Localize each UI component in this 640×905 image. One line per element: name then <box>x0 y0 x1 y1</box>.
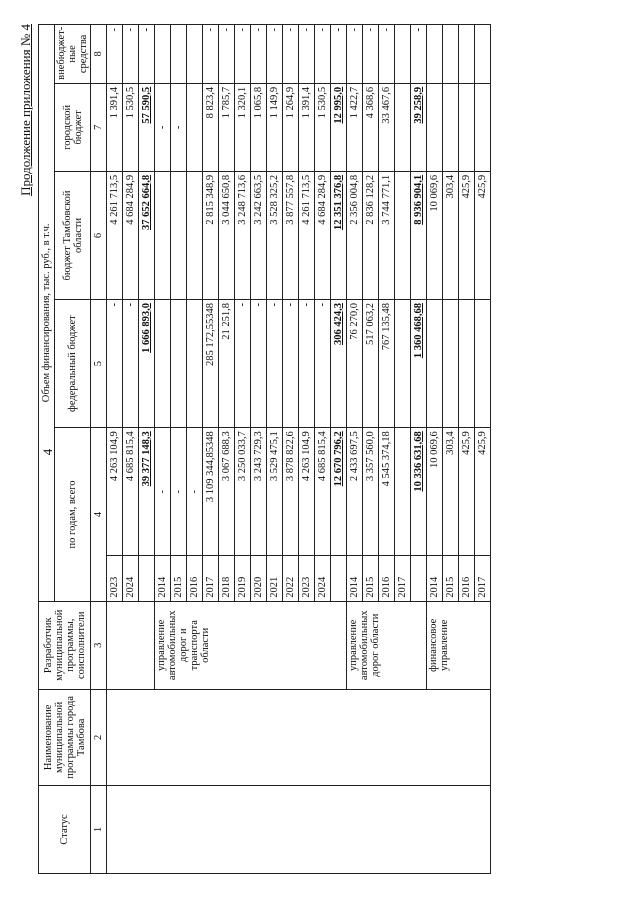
city-cell: 1 530,5 <box>315 83 331 171</box>
regional-cell <box>395 171 411 299</box>
extra-cell: - <box>283 25 299 84</box>
total-cell: 425,9 <box>459 428 475 556</box>
total-cell: 4 685 815,4 <box>123 428 139 556</box>
year-cell: 2020 <box>251 556 267 601</box>
total-cell: 2 433 697,5 <box>347 428 363 556</box>
status-cell <box>107 785 491 873</box>
extra-cell: - <box>315 25 331 84</box>
federal-cell: - <box>315 300 331 428</box>
city-cell <box>187 83 203 171</box>
total-cell: 39 377 148,3 <box>139 428 155 556</box>
city-cell <box>427 83 443 171</box>
extra-cell: - <box>123 25 139 84</box>
city-cell: 1 065,8 <box>251 83 267 171</box>
header-federal: федеральный бюджет <box>55 300 91 428</box>
regional-cell: 2 815 348,9 <box>203 171 219 299</box>
city-cell: 1 264,9 <box>283 83 299 171</box>
extra-cell: - <box>299 25 315 84</box>
colnum: 2 <box>91 689 107 785</box>
year-cell: 2024 <box>315 556 331 601</box>
regional-cell: 12 351 376,8 <box>331 171 347 299</box>
total-cell <box>395 428 411 556</box>
developer-cell: управление автомобильных дорог и транспорта области <box>155 601 347 689</box>
colnum: 1 <box>91 785 107 873</box>
total-cell: 10 069,6 <box>427 428 443 556</box>
regional-cell: 8 936 904,1 <box>411 171 427 299</box>
program-name-cell <box>107 689 491 785</box>
regional-cell <box>187 171 203 299</box>
regional-cell: 2 836 128,2 <box>363 171 379 299</box>
city-cell: 1 530,5 <box>123 83 139 171</box>
total-cell: 12 670 796,2 <box>331 428 347 556</box>
extra-cell: - <box>219 25 235 84</box>
colnum: 7 <box>91 83 107 171</box>
continuation-title: Продолжение приложения № 4 <box>18 24 33 196</box>
regional-cell: 2 356 004,8 <box>347 171 363 299</box>
year-cell: 2015 <box>443 556 459 601</box>
federal-cell <box>443 300 459 428</box>
federal-cell: - <box>267 300 283 428</box>
federal-cell <box>155 300 171 428</box>
extra-cell <box>187 25 203 84</box>
header-extra: внебюджет-ные средства <box>55 25 91 84</box>
year-cell: 2023 <box>299 556 315 601</box>
city-cell: 1 391,4 <box>299 83 315 171</box>
city-cell: - <box>171 83 187 171</box>
federal-cell: 1 666 893,0 <box>139 300 155 428</box>
developer-cell: финансовое управление <box>427 601 491 689</box>
developer-cell: управление автомобильных дорог области <box>347 601 427 689</box>
extra-cell <box>155 25 171 84</box>
total-cell: - <box>171 428 187 556</box>
colnum: 8 <box>91 25 107 84</box>
table-row <box>107 25 123 874</box>
year-cell: 2014 <box>155 556 171 601</box>
header-program-name: Наименование муниципальной программы города Тамбова <box>39 689 91 785</box>
year-cell: 2023 <box>107 556 123 601</box>
regional-cell: 425,9 <box>475 171 491 299</box>
regional-cell: 4 684 284,9 <box>123 171 139 299</box>
federal-cell <box>395 300 411 428</box>
extra-cell: - <box>139 25 155 84</box>
federal-cell <box>187 300 203 428</box>
year-cell <box>411 556 427 601</box>
regional-cell: 3 044 650,8 <box>219 171 235 299</box>
regional-cell <box>171 171 187 299</box>
regional-cell: 4 261 713,5 <box>299 171 315 299</box>
colnum: 3 <box>91 601 107 689</box>
year-cell: 2016 <box>459 556 475 601</box>
colnum: 4 <box>91 428 107 602</box>
year-cell: 2016 <box>187 556 203 601</box>
header-city: городской бюджет <box>55 83 91 171</box>
city-cell: 1 320,1 <box>235 83 251 171</box>
year-cell: 2014 <box>427 556 443 601</box>
city-cell <box>395 83 411 171</box>
header-regional: бюджет Тамбовской области <box>55 171 91 299</box>
regional-cell: 4 684 284,9 <box>315 171 331 299</box>
total-cell: 3 250 033,7 <box>235 428 251 556</box>
year-cell: 2021 <box>267 556 283 601</box>
total-cell: 4 685 815,4 <box>315 428 331 556</box>
extra-cell: - <box>235 25 251 84</box>
federal-cell: 306 424,3 <box>331 300 347 428</box>
extra-cell: - <box>379 25 395 84</box>
total-cell: 3 067 688,3 <box>219 428 235 556</box>
total-cell: 3 243 729,3 <box>251 428 267 556</box>
extra-cell: - <box>267 25 283 84</box>
city-cell: 12 995,0 <box>331 83 347 171</box>
extra-cell: - <box>331 25 347 84</box>
city-cell: - <box>155 83 171 171</box>
regional-cell: 37 652 664,8 <box>139 171 155 299</box>
extra-cell <box>475 25 491 84</box>
total-cell: 3 109 344,85348 <box>203 428 219 556</box>
total-cell: 3 357 560,0 <box>363 428 379 556</box>
city-cell: 8 823,4 <box>203 83 219 171</box>
regional-cell: 3 528 325,2 <box>267 171 283 299</box>
federal-cell: 21 251,8 <box>219 300 235 428</box>
city-cell: 1 391,4 <box>107 83 123 171</box>
year-cell <box>139 556 155 601</box>
total-cell: 3 529 475,1 <box>267 428 283 556</box>
page-number: 4 <box>40 448 55 456</box>
city-cell: 1 149,9 <box>267 83 283 171</box>
city-cell: 57 590,5 <box>139 83 155 171</box>
city-cell <box>443 83 459 171</box>
regional-cell: 3 877 557,8 <box>283 171 299 299</box>
total-cell: 10 336 631,68 <box>411 428 427 556</box>
header-funding: Объем финансирования, тыс. руб., в т.ч. <box>39 25 55 602</box>
year-cell: 2015 <box>363 556 379 601</box>
total-cell: 303,4 <box>443 428 459 556</box>
total-cell: 4 545 374,18 <box>379 428 395 556</box>
city-cell: 33 467,6 <box>379 83 395 171</box>
total-cell: 4 263 104,9 <box>107 428 123 556</box>
city-cell: 39 258,9 <box>411 83 427 171</box>
city-cell: 1 422,7 <box>347 83 363 171</box>
federal-cell: - <box>123 300 139 428</box>
total-cell: 4 263 104,9 <box>299 428 315 556</box>
regional-cell: 3 242 663,5 <box>251 171 267 299</box>
header-by-year-total: по годам, всего <box>55 428 91 602</box>
federal-cell <box>475 300 491 428</box>
city-cell: 1 785,7 <box>219 83 235 171</box>
extra-cell: - <box>251 25 267 84</box>
federal-cell: - <box>283 300 299 428</box>
federal-cell: - <box>251 300 267 428</box>
federal-cell <box>171 300 187 428</box>
federal-cell: 1 360 468,68 <box>411 300 427 428</box>
header-row-1 <box>39 25 55 874</box>
year-cell: 2016 <box>379 556 395 601</box>
year-cell: 2014 <box>347 556 363 601</box>
header-developer: Разработчик муниципальной программы, соисполнители <box>39 601 91 689</box>
developer-cell <box>107 601 155 689</box>
federal-cell: 285 172,55348 <box>203 300 219 428</box>
federal-cell: - <box>107 300 123 428</box>
year-cell: 2017 <box>395 556 411 601</box>
extra-cell: - <box>411 25 427 84</box>
extra-cell: - <box>363 25 379 84</box>
year-cell: 2017 <box>203 556 219 601</box>
total-cell: - <box>187 428 203 556</box>
colnum: 6 <box>91 171 107 299</box>
regional-cell: 4 261 713,5 <box>107 171 123 299</box>
regional-cell: 3 248 713,6 <box>235 171 251 299</box>
federal-cell <box>459 300 475 428</box>
year-cell: 2017 <box>475 556 491 601</box>
funding-table <box>38 24 491 874</box>
regional-cell <box>155 171 171 299</box>
extra-cell: - <box>203 25 219 84</box>
total-cell: - <box>155 428 171 556</box>
extra-cell <box>171 25 187 84</box>
federal-cell: - <box>299 300 315 428</box>
federal-cell: 767 135,48 <box>379 300 395 428</box>
year-cell <box>331 556 347 601</box>
regional-cell: 303,4 <box>443 171 459 299</box>
total-cell: 3 878 822,6 <box>283 428 299 556</box>
year-cell: 2015 <box>171 556 187 601</box>
regional-cell: 3 744 771,1 <box>379 171 395 299</box>
federal-cell <box>427 300 443 428</box>
year-cell: 2024 <box>123 556 139 601</box>
regional-cell: 10 069,6 <box>427 171 443 299</box>
header-status: Статус <box>39 785 91 873</box>
year-cell: 2019 <box>235 556 251 601</box>
federal-cell: 76 270,0 <box>347 300 363 428</box>
extra-cell <box>459 25 475 84</box>
extra-cell <box>443 25 459 84</box>
year-cell: 2022 <box>283 556 299 601</box>
city-cell: 4 368,6 <box>363 83 379 171</box>
extra-cell <box>395 25 411 84</box>
colnum: 5 <box>91 300 107 428</box>
extra-cell: - <box>107 25 123 84</box>
extra-cell <box>427 25 443 84</box>
city-cell <box>475 83 491 171</box>
federal-cell: - <box>235 300 251 428</box>
extra-cell: - <box>347 25 363 84</box>
total-cell: 425,9 <box>475 428 491 556</box>
year-cell: 2018 <box>219 556 235 601</box>
city-cell <box>459 83 475 171</box>
rotated-page <box>10 2 630 902</box>
federal-cell: 517 063,2 <box>363 300 379 428</box>
column-number-row <box>91 25 107 874</box>
regional-cell: 425,9 <box>459 171 475 299</box>
